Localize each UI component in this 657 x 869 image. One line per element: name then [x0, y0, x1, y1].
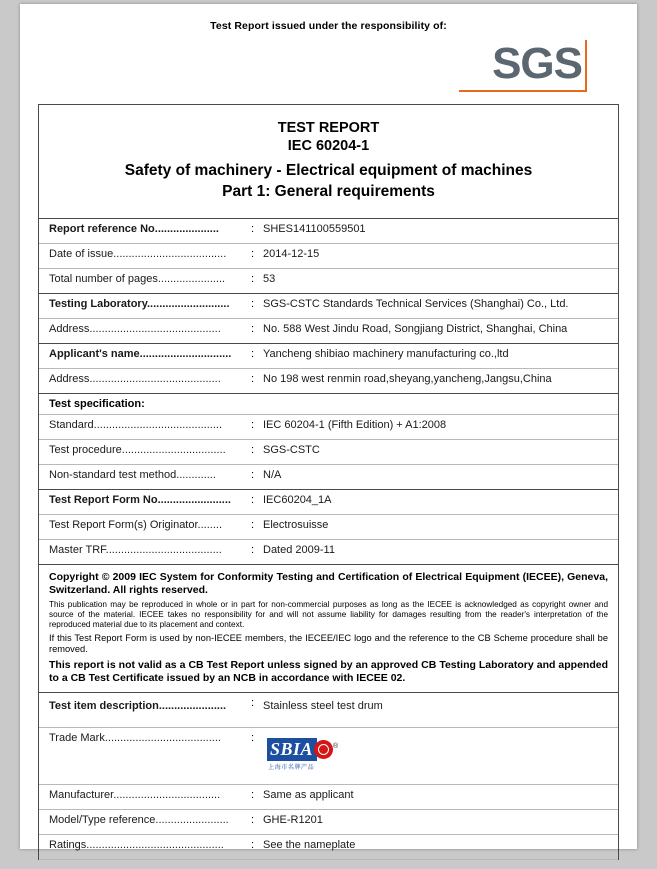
field-label-text: Model/Type reference [49, 814, 156, 827]
field-label [39, 244, 251, 268]
field-value-trademark [259, 728, 618, 784]
table-row [39, 728, 618, 785]
field-dots: ...................................... [104, 732, 221, 745]
field-label-text: Test Report Form(s) Originator [49, 519, 198, 532]
field-value: Yancheng shibiao machinery manufacturing co.,ltd [263, 348, 509, 361]
field-label-text: Testing Laboratory [49, 298, 147, 311]
field-value: SHES141100559501 [263, 223, 366, 236]
table-row [39, 810, 618, 835]
field-label [39, 728, 251, 784]
field-colon: : [251, 494, 255, 507]
field-label-text: Standard [49, 419, 94, 432]
field-label [39, 540, 251, 564]
document-page [20, 4, 637, 852]
sgs-accent-horizontal-bar [459, 90, 587, 92]
table-row [39, 319, 618, 344]
field-label [39, 294, 251, 318]
field-value: SGS-CSTC Standards Technical Services (Shanghai) Co., Ltd. [263, 298, 569, 311]
field-dots: ........ [197, 519, 222, 532]
field-dots: ............. [176, 469, 216, 482]
field-colon: : [251, 519, 255, 532]
field-label-text: Total number of pages [49, 273, 158, 286]
field-value: IEC60204_1A [263, 494, 332, 507]
report-title-block [39, 105, 618, 219]
field-dots: ........................................... [89, 373, 221, 386]
table-row [39, 269, 618, 294]
field-dots: ...................................... [105, 544, 222, 557]
report-title-line1: TEST REPORT [277, 120, 380, 136]
field-label [39, 269, 251, 293]
field-value: 53 [263, 273, 276, 286]
field-label-text: Applicant's name [49, 348, 140, 361]
field-dots: ....................... [160, 494, 231, 507]
field-colon: : [251, 789, 255, 802]
field-colon: : [251, 248, 255, 261]
field-dots: .......................................... [93, 419, 223, 432]
field-label-text: Test item description [49, 700, 159, 713]
field-value: Stainless steel test drum [263, 700, 383, 713]
field-colon: : [251, 323, 255, 336]
field-label-text: Test Report Form No. [49, 494, 161, 507]
field-colon: : [251, 697, 255, 710]
field-label [39, 440, 251, 464]
field-label [39, 693, 251, 727]
copyright-iecee-note: If this Test Report Form is used by non-IECEE members, the IECEE/IEC logo and the reference to the CB Scheme procedure shall be removed. [49, 632, 608, 655]
field-label-text: Address [49, 323, 90, 336]
copyright-heading: Copyright © 2009 IEC System for Conformity Testing and Certification of Electrical Equipment (IECEE), Geneva, Switzerland. All rights reserved. [49, 571, 608, 597]
field-colon: : [251, 544, 255, 557]
field-dots: ................................... [113, 789, 221, 802]
field-dots: ........................ [155, 814, 229, 827]
copyright-validity-note: This report is not valid as a CB Test Report unless signed by an approved CB Testing Laboratory and appended to a CB Test Certificate issued by an NCB in accordance with IECEE 02. [49, 658, 608, 684]
field-value: N/A [263, 469, 282, 482]
field-label-text: Address [49, 373, 90, 386]
field-colon: : [251, 839, 255, 852]
copyright-block [39, 565, 618, 693]
report-responsibility-line: Test Report issued under the responsibility of: [210, 20, 447, 32]
test-specification-heading: Test specification: [39, 394, 618, 415]
field-dots: .................................. [121, 444, 226, 457]
table-row [39, 294, 618, 319]
field-colon: : [251, 223, 255, 236]
report-title-line3: Safety of machinery - Electrical equipment of machines [124, 162, 533, 180]
table-row [39, 465, 618, 490]
field-colon: : [251, 348, 255, 361]
sgs-logo-area [20, 32, 637, 104]
field-colon: : [251, 298, 255, 311]
table-row [39, 540, 618, 565]
field-dots: ........................................... [89, 323, 221, 336]
field-value: GHE-R1201 [263, 814, 323, 827]
field-colon: : [251, 814, 255, 827]
field-label-text: Date of issue [49, 248, 114, 261]
copyright-fine-print: This publication may be reproduced in whole or in part for non-commercial purposes as long as the IECEE is acknowledged as copyright owner and source of the material. IECEE takes no responsibility for and will not assume liability for damages resulting from the reader's interpretation of the reproduced material due to its placement and context. [49, 599, 608, 629]
field-label-text: Test procedure [49, 444, 122, 457]
field-label [39, 344, 251, 368]
field-colon: : [251, 732, 255, 745]
registered-trademark-icon: ® [333, 742, 339, 750]
trade-mark-wordmark: SBIA [267, 738, 317, 761]
field-colon: : [251, 469, 255, 482]
table-row [39, 415, 618, 440]
field-value: IEC 60204-1 (Fifth Edition) + A1:2008 [263, 419, 447, 432]
report-table [38, 104, 619, 860]
field-label [39, 810, 251, 834]
field-value: Electrosuisse [263, 519, 329, 532]
field-dots: ...................... [158, 700, 227, 713]
field-dots: .................... [157, 223, 219, 236]
field-label [39, 415, 251, 439]
field-dots: ........................... [147, 298, 230, 311]
field-label-text: Report reference No. [49, 223, 158, 236]
field-colon: : [251, 419, 255, 432]
field-label [39, 490, 251, 514]
table-row [39, 835, 618, 860]
table-row [39, 440, 618, 465]
field-colon: : [251, 373, 255, 386]
field-value: See the nameplate [263, 839, 356, 852]
report-title-line4: Part 1: General requirements [222, 183, 435, 201]
field-label [39, 515, 251, 539]
field-value: No 198 west renmin road,sheyang,yancheng,Jangsu,China [263, 373, 552, 386]
trade-mark-circle-icon [314, 740, 333, 759]
trade-mark-subtitle: 上海市名牌产品 [268, 764, 315, 772]
field-label-text: Master TRF [49, 544, 106, 557]
field-label [39, 835, 251, 859]
table-row [39, 785, 618, 810]
field-label-text: Manufacturer [49, 789, 114, 802]
field-label-text: Ratings [49, 839, 87, 852]
table-row [39, 515, 618, 540]
sgs-logo-text: SGS [492, 39, 582, 88]
report-title-line2: IEC 60204-1 [287, 138, 370, 155]
field-label-text: Non-standard test method [49, 469, 177, 482]
table-row [39, 693, 618, 728]
field-dots: ............................................. [86, 839, 224, 852]
field-colon: : [251, 273, 255, 286]
field-label [39, 785, 251, 809]
field-label-text: Trade Mark [49, 732, 105, 745]
field-dots: ...................... [157, 273, 226, 286]
field-label [39, 369, 251, 393]
sgs-accent-vertical-bar [585, 40, 587, 92]
field-value: 2014-12-15 [263, 248, 320, 261]
field-value: Dated 2009-11 [263, 544, 335, 557]
trade-mark-logo [267, 738, 338, 771]
field-label [39, 219, 251, 243]
field-label [39, 465, 251, 489]
table-row [39, 219, 618, 244]
field-colon: : [251, 444, 255, 457]
field-value: No. 588 West Jindu Road, Songjiang District, Shanghai, China [263, 323, 568, 336]
table-row [39, 344, 618, 369]
field-value: Same as applicant [263, 789, 354, 802]
table-row [39, 244, 618, 269]
field-dots: .............................. [139, 348, 232, 361]
table-row [39, 369, 618, 394]
field-dots: ..................................... [113, 248, 227, 261]
field-value: SGS-CSTC [263, 444, 320, 457]
field-label [39, 319, 251, 343]
table-row [39, 490, 618, 515]
